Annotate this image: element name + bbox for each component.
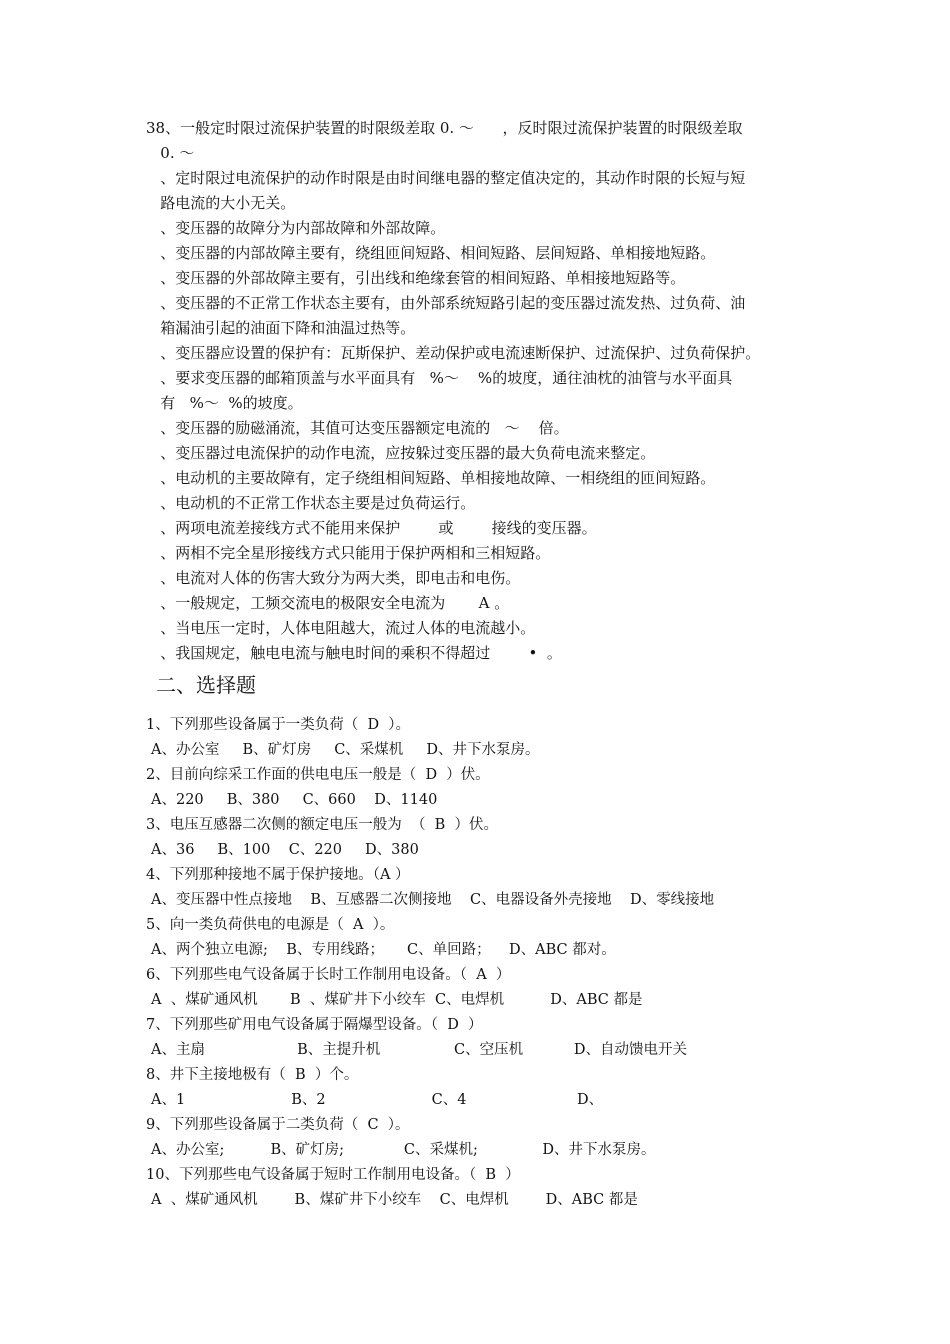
fill-in-line: 、我国规定，触电电流与触电时间的乘积不得超过 • 。 — [146, 644, 562, 662]
question-item — [146, 1063, 846, 1113]
question-text: 6、下列那些电气设备属于长时工作制用电设备。（ A ） — [146, 967, 511, 983]
fill-in-item — [146, 241, 816, 266]
multiple-choice-questions — [146, 713, 846, 1213]
fill-in-line: 、变压器的内部故障主要有，绕组匝间短路、相间短路、层间短路、单相接地短路。 — [146, 244, 716, 262]
fill-in-item — [146, 566, 816, 591]
question-item — [146, 913, 846, 963]
fill-in-line: 、两相不完全星形接线方式只能用于保护两相和三相短路。 — [146, 544, 551, 562]
question-options: A 、煤矿通风机 B 、煤矿井下小绞车 C、电焊机 D、ABC 都是 — [151, 992, 643, 1008]
question-text: 4、下列那种接地不属于保护接地。（A ） — [146, 867, 410, 883]
question-text: 2、目前向综采工作面的供电电压一般是（ D ）伏。 — [146, 767, 490, 783]
question-item — [146, 1013, 846, 1063]
question-text: 1、下列那些设备属于一类负荷（ D ）。 — [146, 717, 411, 733]
fill-in-line: 、电流对人体的伤害大致分为两大类，即电击和电伤。 — [146, 569, 521, 587]
fill-in-item — [146, 116, 816, 166]
question-options: A、变压器中性点接地 B、互感器二次侧接地 C、电器设备外壳接地 D、零线接地 — [151, 892, 715, 908]
fill-in-line: 、变压器的不正常工作状态主要有，由外部系统短路引起的变压器过流发热、过负荷、油 — [146, 294, 746, 312]
question-options: A、1 B、2 C、4 D、 — [151, 1092, 604, 1108]
question-options: A、两个独立电源; B、专用线路； C、单回路； D、ABC 都对。 — [151, 942, 616, 958]
fill-in-item — [146, 591, 816, 616]
fill-in-line: 0. ～ — [146, 144, 195, 162]
fill-in-line: 、要求变压器的邮箱顶盖与水平面具有 %～ %的坡度，通往油枕的油管与水平面具 — [146, 369, 733, 387]
fill-in-line: 、两项电流差接线方式不能用来保护 或 接线的变压器。 — [146, 519, 597, 537]
question-item — [146, 713, 846, 763]
question-item — [146, 963, 846, 1013]
fill-in-line: 箱漏油引起的油面下降和油温过热等。 — [146, 319, 416, 337]
fill-in-line: 、变压器应设置的保护有：瓦斯保护、差动保护或电流速断保护、过流保护、过负荷保护。 — [146, 344, 761, 362]
question-text: 9、下列那些设备属于二类负荷（ C ）。 — [146, 1117, 410, 1133]
question-item — [146, 813, 846, 863]
fill-in-item — [146, 516, 816, 541]
fill-in-item — [146, 341, 816, 366]
fill-in-line: 路电流的大小无关。 — [146, 194, 296, 212]
question-options: A、36 B、100 C、220 D、380 — [151, 842, 419, 858]
fill-in-line: 、电动机的主要故障有，定子绕组相间短路、单相接地故障、一相绕组的匝间短路。 — [146, 469, 716, 487]
question-options: A、主扇 B、主提升机 C、空压机 D、自动馈电开关 — [151, 1042, 687, 1058]
fill-in-line: 、变压器的故障分为内部故障和外部故障。 — [146, 219, 446, 237]
question-item — [146, 1113, 846, 1163]
fill-in-item — [146, 366, 816, 416]
question-options: A、办公室 B、矿灯房 C、采煤机 D、井下水泵房。 — [151, 742, 540, 758]
fill-in-questions — [146, 116, 816, 666]
fill-in-line: 、一般规定，工频交流电的极限安全电流为 A 。 — [146, 594, 510, 612]
fill-in-line: 、定时限过电流保护的动作时限是由时间继电器的整定值决定的，其动作时限的长短与短 — [146, 169, 746, 187]
fill-in-item — [146, 416, 816, 441]
fill-in-item — [146, 466, 816, 491]
fill-in-line: 38、一般定时限过流保护装置的时限级差取 0. ～ ，反时限过流保护装置的时限级差取 — [146, 119, 743, 137]
fill-in-item — [146, 541, 816, 566]
question-options: A、220 B、380 C、660 D、1140 — [151, 792, 438, 808]
question-item — [146, 1163, 846, 1213]
fill-in-line: 、变压器过电流保护的动作电流，应按躲过变压器的最大负荷电流来整定。 — [146, 444, 656, 462]
fill-in-line: 、电动机的不正常工作状态主要是过负荷运行。 — [146, 494, 476, 512]
fill-in-line: 、变压器的外部故障主要有，引出线和绝缘套管的相间短路、单相接地短路等。 — [146, 269, 686, 287]
question-text: 8、井下主接地极有（ B ）个。 — [146, 1067, 359, 1083]
question-text: 7、下列那些矿用电气设备属于隔爆型设备。（ D ） — [146, 1017, 483, 1033]
fill-in-line: 有 %～ %的坡度。 — [146, 394, 303, 412]
fill-in-item — [146, 491, 816, 516]
fill-in-item — [146, 266, 816, 291]
question-item — [146, 863, 846, 913]
fill-in-item — [146, 216, 816, 241]
fill-in-line: 、当电压一定时，人体电阻越大，流过人体的电流越小。 — [146, 619, 536, 637]
fill-in-item — [146, 616, 816, 641]
fill-in-item — [146, 441, 816, 466]
fill-in-item — [146, 166, 816, 216]
question-options: A、办公室; B、矿灯房; C、采煤机; D、井下水泵房。 — [151, 1142, 656, 1158]
fill-in-item — [146, 641, 816, 666]
question-options: A 、煤矿通风机 B、煤矿井下小绞车 C、电焊机 D、ABC 都是 — [151, 1192, 638, 1208]
fill-in-item — [146, 291, 816, 341]
question-text: 3、电压互感器二次侧的额定电压一般为 （ B ）伏。 — [146, 817, 499, 833]
question-text: 5、向一类负荷供电的电源是（ A ）。 — [146, 917, 395, 933]
question-item — [146, 763, 846, 813]
fill-in-line: 、变压器的励磁涌流，其值可达变压器额定电流的 ～ 倍。 — [146, 419, 569, 437]
section-title: 二、选择题 — [156, 673, 256, 697]
question-text: 10、下列那些电气设备属于短时工作制用电设备。（ B ） — [146, 1167, 520, 1183]
